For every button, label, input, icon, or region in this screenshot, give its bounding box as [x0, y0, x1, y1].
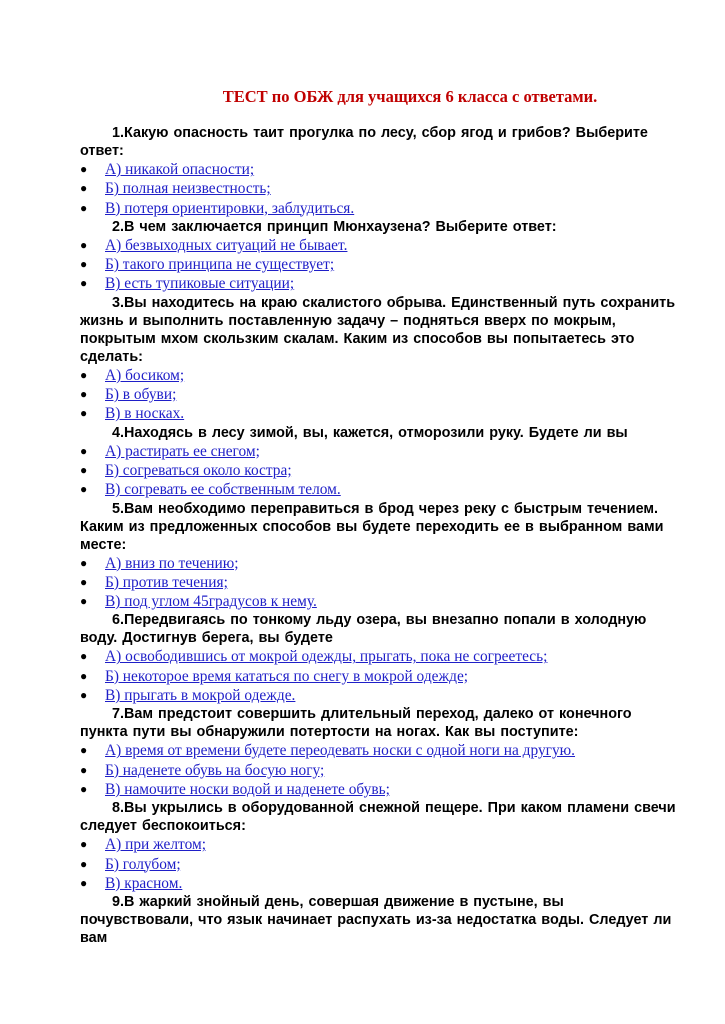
bullet-icon: ● [80, 574, 88, 589]
answer-item [80, 741, 680, 760]
bullet-icon: ● [80, 555, 88, 570]
answer-item [80, 274, 680, 293]
bullet-icon: ● [80, 594, 88, 609]
answer-item [80, 554, 680, 573]
answer-link[interactable]: В) есть тупиковые ситуации; [105, 275, 295, 293]
question-block [80, 611, 680, 705]
question-text: 2.В чем заключается принцип Мюнхаузена? Выберите ответ: [112, 218, 557, 235]
bullet-icon: ● [80, 762, 88, 777]
question-block [80, 424, 680, 500]
answer-item [80, 160, 680, 179]
answer-item [80, 573, 680, 592]
answer-link[interactable]: А) вниз по течению; [105, 554, 239, 572]
answer-item [80, 442, 680, 461]
bullet-icon: ● [80, 443, 88, 458]
answer-item [80, 404, 680, 423]
answer-list [80, 236, 680, 294]
question-block [80, 500, 680, 612]
answer-link[interactable]: Б) некоторое время кататься по снегу в мокрой одежде; [105, 667, 469, 685]
answer-list [80, 160, 680, 218]
bullet-icon: ● [80, 162, 88, 176]
bullet-icon: ● [80, 237, 88, 252]
answer-item [80, 199, 680, 218]
test-content [80, 124, 680, 947]
answer-item [80, 780, 680, 799]
answer-item [80, 592, 680, 611]
answer-link[interactable]: Б) в обуви; [105, 386, 177, 404]
question-text: 3.Вы находитесь на краю скалистого обрыва. Единственный путь сохранить жизнь и выполнить поставленную задачу – подняться вверх по мокрым, покрытым мхом скользким скалам. Каким из способов вы попытаетесь это сделать: [80, 294, 676, 365]
answer-link[interactable]: Б) полная неизвестность; [105, 180, 271, 198]
answer-link[interactable]: В) в носках. [105, 405, 185, 423]
bullet-icon: ● [80, 781, 88, 796]
bullet-icon: ● [80, 649, 88, 664]
answer-link[interactable]: В) намочите носки водой и наденете обувь; [105, 780, 390, 798]
question-block [80, 799, 680, 893]
answer-item [80, 835, 680, 854]
answer-link[interactable]: Б) наденете обувь на босую ногу; [105, 761, 325, 779]
question-text: 1.Какую опасность таит прогулка по лесу, сбор ягод и грибов? Выберите ответ: [80, 125, 648, 159]
question-text: 7.Вам предстоит совершить длительный переход, далеко от конечного пункта пути вы обнаружили потертости на ногах. Как вы поступите: [80, 706, 632, 741]
answer-list [80, 554, 680, 612]
question-text: 8.Вы укрылись в оборудованной снежной пещере. При каком пламени свечи следует беспокоиться: [80, 800, 676, 835]
question-block [80, 124, 680, 218]
bullet-icon: ● [80, 482, 88, 497]
answer-list [80, 366, 680, 424]
question-block [80, 294, 680, 424]
answer-link[interactable]: В) красном. [105, 874, 183, 892]
answer-item [80, 761, 680, 780]
answer-list [80, 835, 680, 893]
answer-link[interactable]: А) время от времени будете переодевать носки с одной ноги на другую. [105, 742, 576, 760]
bullet-icon: ● [80, 276, 88, 291]
answer-item [80, 385, 680, 404]
answer-link[interactable]: А) растирать ее снегом; [105, 442, 260, 460]
answer-link[interactable]: В) согревать ее собственным телом. [105, 481, 341, 499]
answer-link[interactable]: Б) голубом; [105, 855, 181, 873]
answer-item [80, 461, 680, 480]
answer-link[interactable]: Б) такого принципа не существует; [105, 256, 335, 274]
answer-link[interactable]: В) под углом 45градусов к нему. [105, 593, 317, 611]
answer-item [80, 236, 680, 255]
bullet-icon: ● [80, 462, 88, 477]
bullet-icon: ● [80, 406, 88, 421]
question-text: 4.Находясь в лесу зимой, вы, кажется, отморозили руку. Будете ли вы [112, 424, 628, 441]
answer-link[interactable]: А) безвыходных ситуаций не бывает. [105, 236, 348, 254]
answer-list [80, 442, 680, 500]
answer-list [80, 647, 680, 705]
answer-link[interactable]: А) при желтом; [105, 836, 206, 854]
bullet-icon: ● [80, 387, 88, 402]
answer-link[interactable]: А) босиком; [105, 366, 185, 384]
answer-link[interactable]: В) потеря ориентировки, заблудиться. [105, 199, 355, 217]
answer-link[interactable]: А) никакой опасности; [105, 161, 255, 178]
answer-link[interactable]: В) прыгать в мокрой одежде. [105, 687, 296, 705]
bullet-icon: ● [80, 668, 88, 683]
answer-item [80, 855, 680, 874]
answer-item [80, 480, 680, 499]
bullet-icon: ● [80, 200, 88, 215]
answer-item [80, 179, 680, 198]
answer-item [80, 647, 680, 666]
bullet-icon: ● [80, 257, 88, 272]
bullet-icon: ● [80, 688, 88, 703]
answer-item [80, 686, 680, 705]
bullet-icon: ● [80, 837, 88, 852]
answer-item [80, 667, 680, 686]
question-block [80, 705, 680, 799]
answer-list [80, 741, 680, 799]
answer-item [80, 874, 680, 893]
bullet-icon: ● [80, 181, 88, 196]
bullet-icon: ● [80, 743, 88, 758]
question-text: 5.Вам необходимо переправиться в брод через реку с быстрым течением. Каким из предложенных способов вы будете переходить ее в выбранном вами месте: [80, 500, 664, 553]
answer-link[interactable]: Б) согреваться около костра; [105, 461, 292, 479]
question-block [80, 893, 680, 947]
bullet-icon: ● [80, 875, 88, 890]
question-block [80, 218, 680, 294]
question-text: 6.Передвигаясь по тонкому льду озера, вы внезапно попали в холодную воду. Достигнув берега, вы будете [80, 612, 647, 647]
question-text: 9.В жаркий знойный день, совершая движение в пустыне, вы почувствовали, что язык начинает распухать из-за недостатка воды. Следует ли вам [80, 894, 672, 947]
answer-item [80, 366, 680, 385]
bullet-icon: ● [80, 856, 88, 871]
answer-link[interactable]: Б) против течения; [105, 573, 228, 591]
bullet-icon: ● [80, 367, 88, 382]
answer-item [80, 255, 680, 274]
answer-link[interactable]: А) освободившись от мокрой одежды, прыгать, пока не согреетесь; [105, 648, 548, 666]
page-title: ТЕСТ по ОБЖ для учащихся 6 класса с ответами. [222, 87, 598, 106]
